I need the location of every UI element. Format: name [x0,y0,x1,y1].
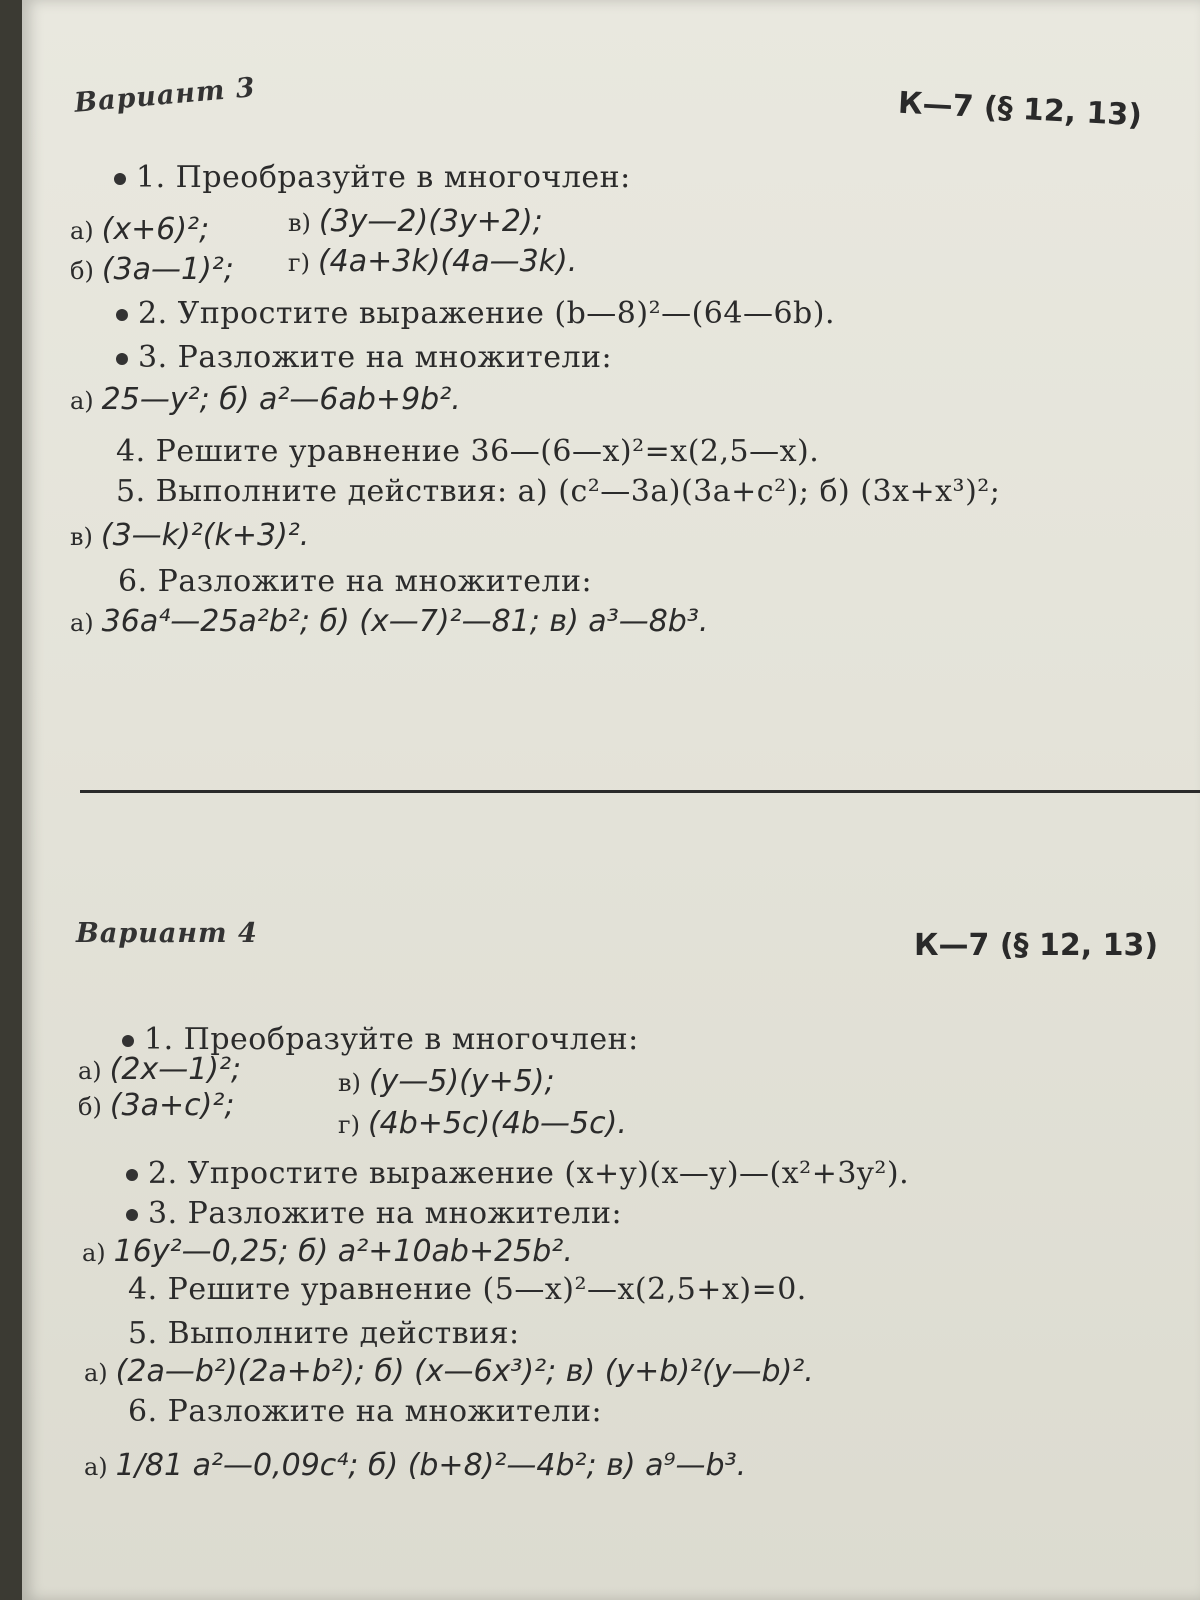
bullet-icon [126,1209,138,1221]
bullet-icon [126,1169,138,1181]
bullet-icon [122,1035,134,1047]
v3-task-6: 6. Разложите на множители: [118,564,593,599]
section-divider [80,790,1200,793]
variant-4-code: К—7 (§ 12, 13) [914,928,1159,963]
variant-4-title: Вариант 4 [76,918,258,949]
bullet-icon [116,353,128,365]
v4-task-4: 4. Решите уравнение (5—x)²—x(2,5+x)=0. [128,1272,807,1307]
variant-3-code: К—7 (§ 12, 13) [897,85,1143,134]
v4-task-1: 1. Преобразуйте в многочлен: [122,1022,639,1057]
v3-task-5v: в) (3—k)²(k+3)². [70,518,310,553]
v3-task-5: 5. Выполните действия: а) (c²—3a)(3a+c²); б) (3x+x³)²; [116,474,1001,509]
v4-task-3a: а) 16y²—0,25; б) a²+10ab+25b². [82,1234,573,1269]
v4-task-1v: в) (y—5)(y+5); [338,1064,555,1099]
v3-task-3a: а) 25—y²; б) a²—6ab+9b². [70,382,461,417]
v4-task-2: 2. Упростите выражение (x+y)(x—y)—(x²+3y²). [126,1156,909,1191]
v4-task-3: 3. Разложите на множители: [126,1196,622,1231]
variant-3-title: Вариант 3 [72,72,257,119]
v3-task-1: 1. Преобразуйте в многочлен: [114,160,631,195]
bullet-icon [116,309,128,321]
v3-task-2: 2. Упростите выражение (b—8)²—(64—6b). [116,296,835,331]
v3-task-3: 3. Разложите на множители: [116,340,612,375]
v4-task-1g: г) (4b+5c)(4b—5c). [338,1106,627,1141]
v3-task-1a: а) (x+6)²; [70,212,210,247]
v3-task-1b: б) (3a—1)²; [70,252,234,287]
v4-task-1b: б) (3a+c)²; [78,1088,235,1123]
bullet-icon [114,173,126,185]
v4-task-5a: а) (2a—b²)(2a+b²); б) (x—6x³)²; в) (y+b)²(y—b)². [84,1354,814,1389]
v4-task-6: 6. Разложите на множители: [128,1394,603,1429]
textbook-page [22,0,1200,1600]
v3-task-6a: а) 36a⁴—25a²b²; б) (x—7)²—81; в) a³—8b³. [70,604,709,639]
v4-task-1a: а) (2x—1)²; [78,1052,242,1087]
v3-task-1v: в) (3y—2)(3y+2); [288,204,543,239]
v3-task-4: 4. Решите уравнение 36—(6—x)²=x(2,5—x). [116,434,820,469]
v4-task-6a: а) 1/81 a²—0,09c⁴; б) (b+8)²—4b²; в) a⁹—b³. [84,1448,747,1483]
v3-task-1g: г) (4a+3k)(4a—3k). [288,244,578,279]
v4-task-5: 5. Выполните действия: [128,1316,520,1351]
